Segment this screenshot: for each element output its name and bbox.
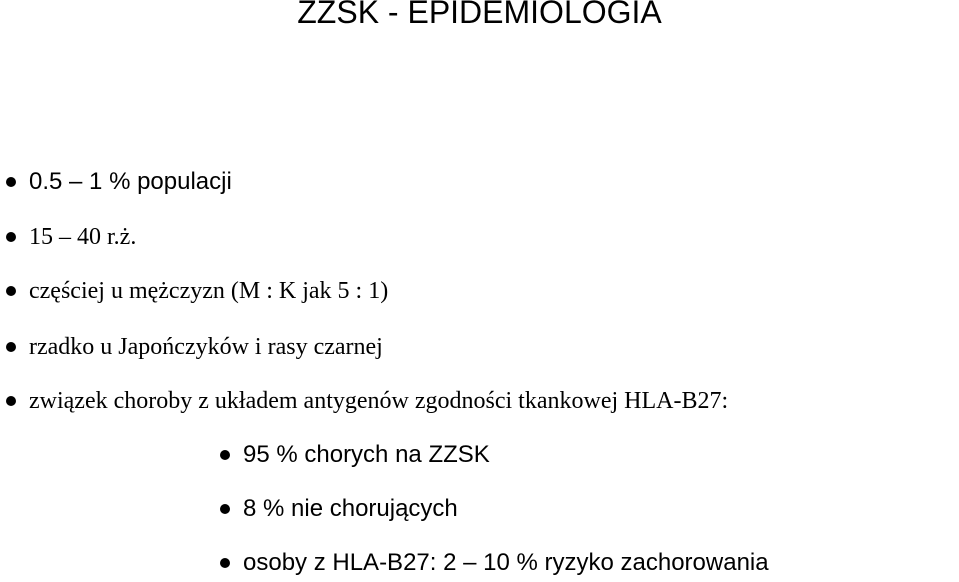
bullet-text: częściej u mężczyzn (M : K jak 5 : 1) bbox=[29, 278, 389, 304]
bullet-item-age bbox=[29, 222, 136, 252]
bullet-dot-icon bbox=[6, 232, 16, 242]
bullet-item-hla-b27 bbox=[29, 386, 728, 416]
bullet-dot-icon bbox=[220, 504, 230, 514]
bullet-item-ethnicity bbox=[29, 332, 383, 362]
sub-bullet-item-patients bbox=[243, 440, 490, 470]
bullet-text: 15 – 40 r.ż. bbox=[29, 224, 137, 250]
bullet-text: 0.5 – 1 % populacji bbox=[29, 168, 232, 195]
bullet-text: związek choroby z układem antygenów zgodności tkankowej HLA-B27: bbox=[29, 388, 729, 414]
sub-bullet-text: 8 % nie chorujących bbox=[243, 495, 458, 522]
bullet-dot-icon bbox=[220, 450, 230, 460]
sub-bullet-item-healthy bbox=[243, 494, 458, 524]
bullet-dot-icon bbox=[6, 177, 16, 187]
bullet-item-sex-ratio bbox=[29, 276, 388, 306]
sub-bullet-item-risk bbox=[243, 548, 769, 578]
bullet-text: rzadko u Japończyków i rasy czarnej bbox=[29, 334, 383, 360]
sub-bullet-text: 95 % chorych na ZZSK bbox=[243, 441, 490, 468]
bullet-dot-icon bbox=[6, 286, 16, 296]
bullet-dot-icon bbox=[6, 342, 16, 352]
bullet-item-prevalence bbox=[29, 167, 232, 197]
bullet-dot-icon bbox=[220, 558, 230, 568]
bullet-dot-icon bbox=[6, 396, 16, 406]
sub-bullet-text: osoby z HLA-B27: 2 – 10 % ryzyko zachorowania bbox=[243, 549, 769, 576]
slide-title: ZZSK - EPIDEMIOLOGIA bbox=[297, 0, 662, 30]
